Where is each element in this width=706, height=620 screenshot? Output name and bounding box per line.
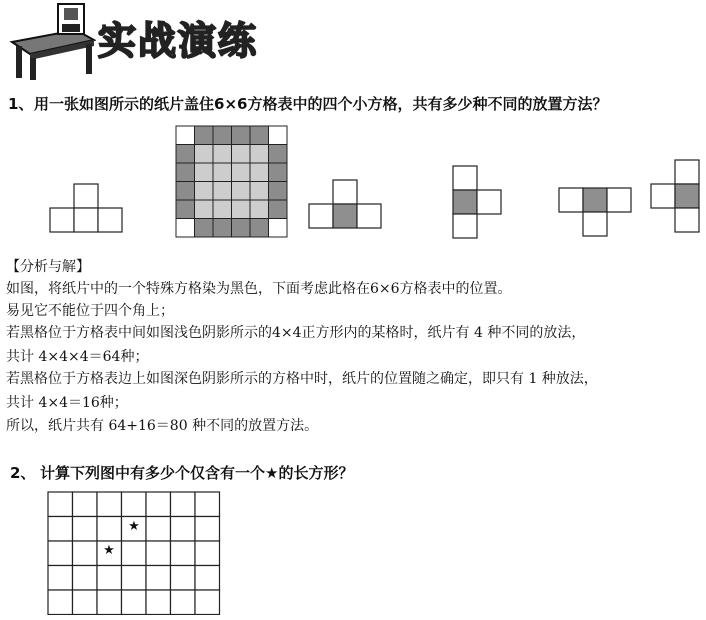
grid-cell bbox=[269, 182, 288, 201]
grid-cell bbox=[176, 145, 195, 164]
solution-line-3: 若黑格位于方格表中间如图浅色阴影所示的4×4正方形内的某格时，纸片有 4 种不同的放法， bbox=[6, 325, 586, 341]
grid-cell bbox=[269, 200, 288, 219]
grid-cell bbox=[195, 145, 214, 164]
grid-cell bbox=[146, 566, 171, 591]
grid-cell bbox=[73, 590, 98, 615]
grid-cell bbox=[232, 182, 251, 201]
grid-cell bbox=[195, 219, 214, 238]
grid-6x6 bbox=[176, 126, 287, 237]
grid-cell bbox=[232, 219, 251, 238]
grid-cell bbox=[195, 182, 214, 201]
grid-cell bbox=[176, 200, 195, 219]
star-2: ★ bbox=[103, 543, 115, 558]
grid-cell bbox=[146, 541, 171, 566]
grid-cell bbox=[195, 566, 220, 591]
grid-cell bbox=[97, 566, 122, 591]
grid-cell bbox=[232, 126, 251, 145]
solution-line-2: 易见它不能位于四个角上； bbox=[6, 303, 174, 319]
grid-cell bbox=[171, 590, 196, 615]
grid-cell bbox=[195, 517, 220, 542]
star-grid bbox=[40, 490, 230, 615]
solution-line-5: 若黑格位于方格表边上如图深色阴影所示的方格中时，纸片的位置随之确定，即只有 1 种放法， bbox=[6, 371, 598, 387]
grid-cell bbox=[213, 182, 232, 201]
paper-shape bbox=[50, 184, 122, 232]
grid-cell bbox=[213, 200, 232, 219]
grid-cell bbox=[97, 492, 122, 517]
grid-cell bbox=[176, 182, 195, 201]
grid-cell bbox=[171, 492, 196, 517]
solution-line-7: 所以，纸片共有 64+16＝80 种不同的放置方法。 bbox=[6, 418, 319, 434]
grid-cell bbox=[250, 200, 269, 219]
question-2-number: 2、 bbox=[10, 464, 36, 482]
grid-cell bbox=[232, 163, 251, 182]
grid-cell bbox=[176, 163, 195, 182]
grid-cell bbox=[97, 517, 122, 542]
shape-orientation-1 bbox=[309, 180, 381, 228]
grid-cell bbox=[73, 541, 98, 566]
grid-cell bbox=[48, 517, 73, 542]
grid-cell bbox=[122, 590, 147, 615]
shape-orientation-4 bbox=[651, 160, 699, 232]
grid-cell bbox=[269, 126, 288, 145]
grid-cell bbox=[195, 492, 220, 517]
grid-cell bbox=[146, 590, 171, 615]
question-1-text: 用一张如图所示的纸片盖住6×6方格表中的四个小方格，共有多少种不同的放置方法？ bbox=[34, 95, 608, 113]
question-1-figures bbox=[0, 120, 706, 245]
grid-cell bbox=[176, 219, 195, 238]
grid-cell bbox=[195, 200, 214, 219]
grid-cell bbox=[122, 541, 147, 566]
grid-cell bbox=[122, 566, 147, 591]
grid-cell bbox=[250, 145, 269, 164]
desk-icon bbox=[6, 0, 96, 82]
grid-cell bbox=[97, 590, 122, 615]
solution-line-1: 如图，将纸片中的一个特殊方格染为黑色，下面考虑此格在6×6方格表中的位置。 bbox=[6, 281, 512, 297]
grid-cell bbox=[171, 541, 196, 566]
grid-cell bbox=[213, 126, 232, 145]
grid-cell bbox=[269, 219, 288, 238]
grid-cell bbox=[232, 200, 251, 219]
grid-cell bbox=[48, 541, 73, 566]
grid-cell bbox=[171, 566, 196, 591]
grid-cell bbox=[48, 590, 73, 615]
header bbox=[6, 0, 326, 82]
grid-cell bbox=[73, 517, 98, 542]
grid-cell bbox=[146, 517, 171, 542]
grid-cell bbox=[73, 566, 98, 591]
grid-cell bbox=[48, 566, 73, 591]
question-1-number: 1、 bbox=[8, 95, 34, 113]
grid-cell bbox=[73, 492, 98, 517]
grid-cell bbox=[171, 517, 196, 542]
grid-cell bbox=[250, 219, 269, 238]
grid-cell bbox=[195, 163, 214, 182]
shape-orientation-3 bbox=[559, 188, 631, 236]
grid-cell bbox=[176, 126, 195, 145]
grid-cell bbox=[269, 145, 288, 164]
grid-cell bbox=[195, 126, 214, 145]
grid-cell bbox=[146, 492, 171, 517]
solution-heading: 【分析与解】 bbox=[6, 259, 90, 275]
grid-cell bbox=[213, 219, 232, 238]
solution-line-4: 共计 4×4×4＝64种； bbox=[6, 349, 149, 365]
grid-cell bbox=[195, 541, 220, 566]
grid-cell bbox=[232, 145, 251, 164]
grid-cell bbox=[122, 492, 147, 517]
grid-cell bbox=[213, 145, 232, 164]
solution-line-6: 共计 4×4＝16种； bbox=[6, 395, 128, 411]
grid-cell bbox=[250, 126, 269, 145]
grid-cell bbox=[250, 163, 269, 182]
star-1: ★ bbox=[128, 519, 140, 534]
grid-cell bbox=[48, 492, 73, 517]
grid-cell bbox=[213, 163, 232, 182]
page-title: 实战演练 bbox=[98, 19, 259, 63]
grid-cell bbox=[269, 163, 288, 182]
shape-orientation-2 bbox=[453, 166, 501, 238]
grid-cell bbox=[195, 590, 220, 615]
question-2-text: 计算下列图中有多少个仅含有一个★的长方形？ bbox=[40, 464, 354, 482]
grid-cell bbox=[250, 182, 269, 201]
